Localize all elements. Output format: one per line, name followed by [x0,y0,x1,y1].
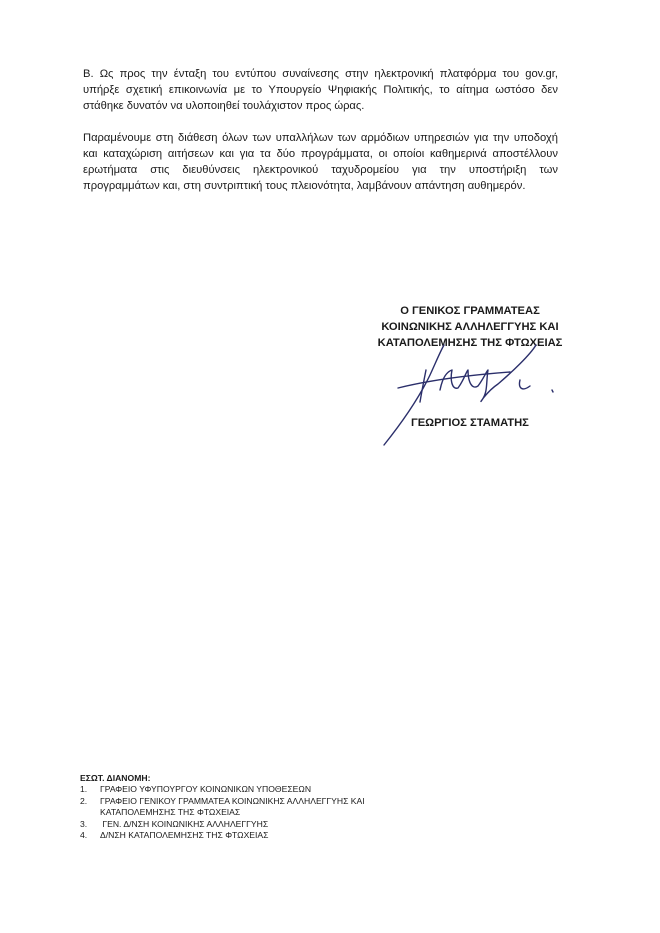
signatory-title-line: Ο ΓΕΝΙΚΟΣ ΓΡΑΜΜΑΤΕΑΣ [400,305,540,317]
distribution-item-text: ΚΑΤΑΠΟΛΕΜΗΣΗΣ ΤΗΣ ΦΤΩΧΕΙΑΣ [100,807,241,818]
distribution-item-number: 3. [80,818,88,829]
signature-stroke [398,372,510,388]
distribution-heading: ΕΣΩΤ. ΔΙΑΝΟΜΗ: [80,773,151,783]
distribution-item-text: ΓΕΝ. Δ/ΝΣΗ ΚΟΙΝΩΝΙΚΗΣ ΑΛΛΗΛΕΓΓΥΗΣ [100,818,269,829]
distribution-item [80,796,365,819]
distribution-item-number: 4. [80,830,88,841]
distribution-item-text: ΓΡΑΦΕΙΟ ΓΕΝΙΚΟΥ ΓΡΑΜΜΑΤΕΑ ΚΟΙΝΩΝΙΚΗΣ ΑΛΛΗΛΕΓΓΥΗΣ ΚΑΙ [100,795,365,806]
signature-stroke [519,380,530,389]
distribution-item-text: ΓΡΑΦΕΙΟ ΥΦΥΠΟΥΡΓΟΥ ΚΟΙΝΩΝΙΚΩΝ ΥΠΟΘΕΣΕΩΝ [100,784,312,795]
distribution-item [80,784,365,795]
paragraph-staff-availability: Παραμένουμε στη διάθεση όλων των υπαλλήλων των αρμόδιων υπηρεσιών για την υποδοχή και καταχώριση αιτήσεων και για τα δύο προγράμματα, οι οποίοι καθημερινά αποστέλλουν ερωτήματα στις διευθύνσεις ηλεκτρονικού ταχυδρομείου για την υποστήριξη των προγραμμάτων και, στη συντριπτική τους πλειονότητα, λαμβάνουν απάντηση αυθημερόν. [83,132,558,192]
distribution-list [80,784,365,841]
signature-stroke [552,390,553,392]
internal-distribution [80,773,365,841]
handwritten-signature [380,340,570,450]
signatory-name: ΓΕΩΡΓΙΟΣ ΣΤΑΜΑΤΗΣ [411,417,529,429]
signatory-title-line: ΚΑΤΑΠΟΛΕΜΗΣΗΣ ΤΗΣ ΦΤΩΧΕΙΑΣ [377,337,563,349]
distribution-item-number: 1. [80,784,88,795]
distribution-item-text: Δ/ΝΣΗ ΚΑΤΑΠΟΛΕΜΗΣΗΣ ΤΗΣ ΦΤΩΧΕΙΑΣ [100,830,269,841]
distribution-item [80,819,365,830]
paragraph-gov-gr-integration: Β. Ως προς την ένταξη του εντύπου συναίνεσης στην ηλεκτρονική πλατφόρμα του gov.gr, υπήρξε σχετική επικοινωνία με το Υπουργείο Ψηφιακής Πολιτικής, το αίτημα ωστόσο δεν στάθηκε δυνατόν να υλοποιηθεί τουλάχιστον προς ώρας. [83,68,558,112]
signature-stroke [440,345,536,401]
distribution-item [80,830,365,841]
distribution-item-number: 2. [80,795,88,806]
signatory-title-line: ΚΟΙΝΩΝΙΚΗΣ ΑΛΛΗΛΕΓΓΥΗΣ ΚΑΙ [381,321,559,333]
